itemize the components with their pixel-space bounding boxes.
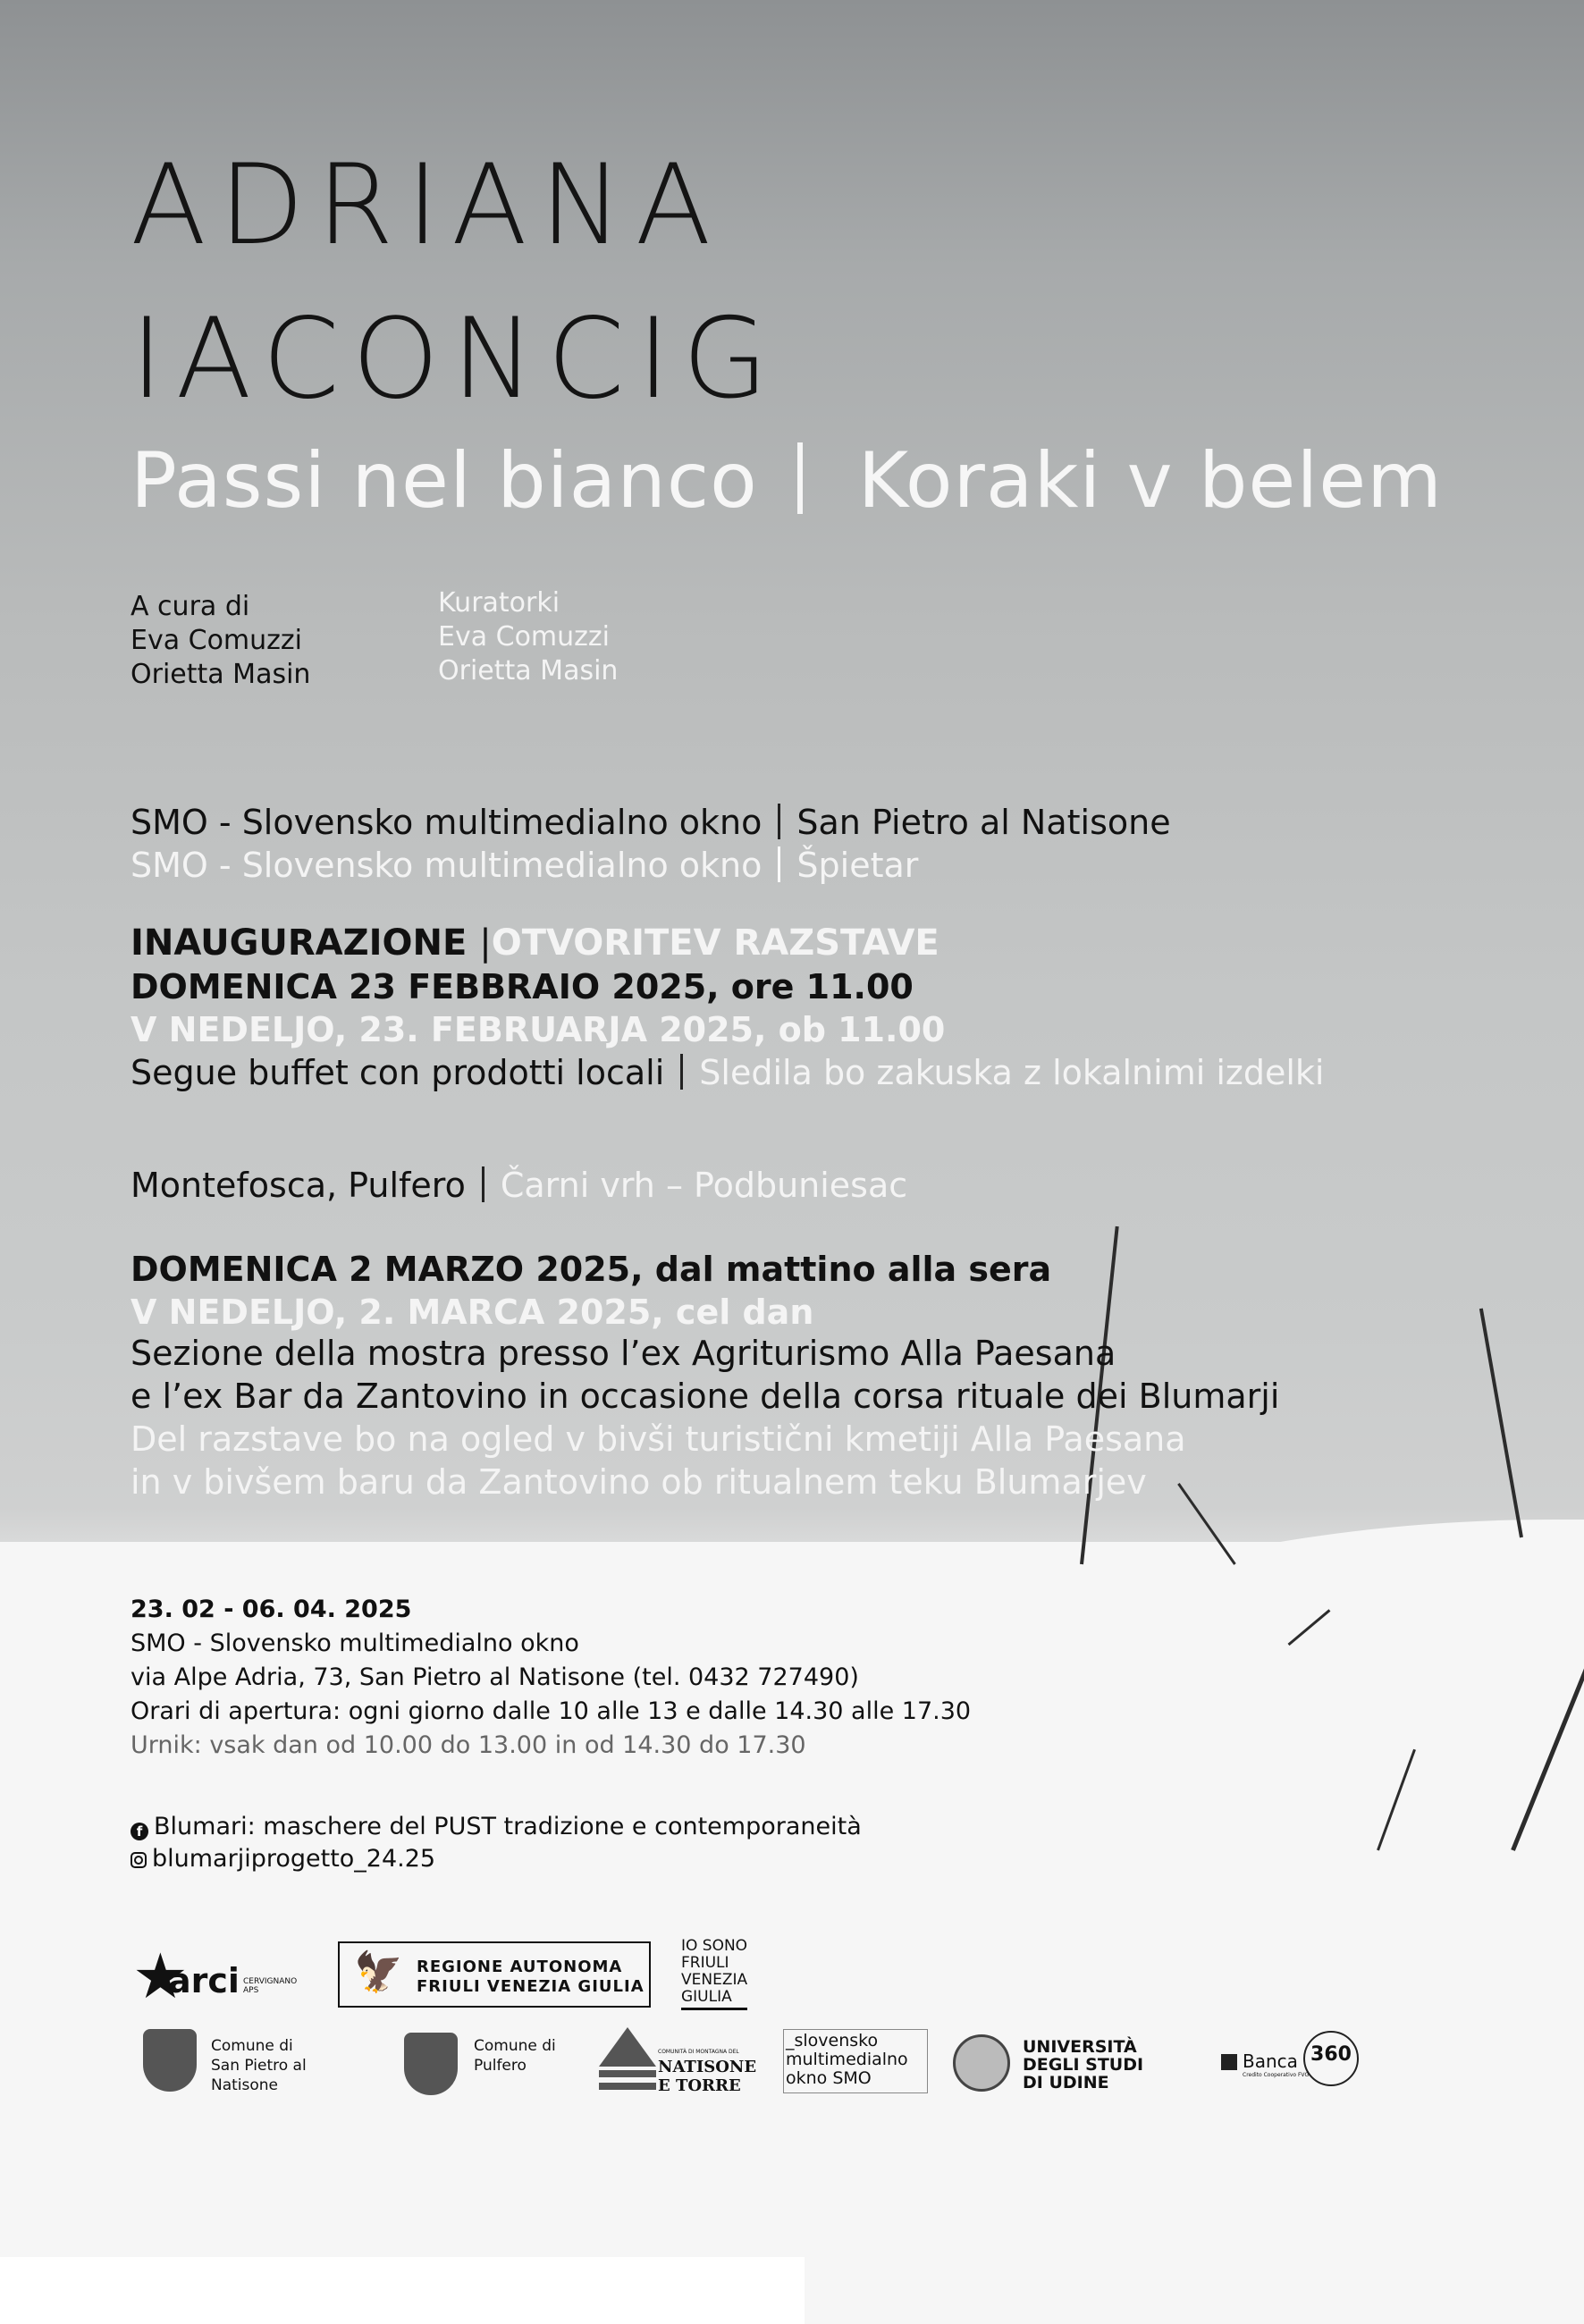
- curators-it: [131, 590, 310, 692]
- venue-separator: [778, 804, 780, 839]
- arci-logo: [132, 1940, 311, 2017]
- star-icon: ★: [132, 1940, 189, 2013]
- artist-first-name: ADRIANA: [131, 141, 724, 270]
- desc-line: e l’ex Bar da Zantovino in occasione della corsa rituale dei Blumarji: [131, 1377, 1280, 1416]
- opening-label-it: INAUGURAZIONE: [131, 922, 468, 964]
- curator-name: Eva Comuzzi: [438, 621, 610, 653]
- curators-heading-it: A cura di: [131, 591, 250, 622]
- university-seal-icon: [953, 2034, 1010, 2092]
- exhibition-place: SMO - Slovensko multimedialno okno: [131, 1629, 579, 1657]
- wave-icon: [599, 2083, 656, 2090]
- exhibition-dates: 23. 02 - 06. 04. 2025: [131, 1596, 412, 1623]
- subtitle-it: Passi nel bianco: [131, 436, 758, 526]
- desc-line: Sezione della mostra presso l’ex Agriturismo Alla Paesana: [131, 1334, 1116, 1373]
- second-venue-it: Montefosca, Pulfero: [131, 1166, 466, 1205]
- second-desc-sl: [131, 1418, 1186, 1503]
- facebook-icon: f: [131, 1823, 148, 1840]
- desc-line: Del razstave bo na ogled v bivši turistični kmetiji Alla Paesana: [131, 1419, 1186, 1459]
- second-venue: [131, 1164, 907, 1207]
- venue-separator: [778, 846, 780, 882]
- arci-sub: CERVIGNANO APS: [243, 1977, 298, 1995]
- opening-hours-sl: Urnik: vsak dan od 10.00 do 13.00 in od 14.30 do 17.30: [131, 1731, 806, 1759]
- opening-date-sl: V NEDELJO, 23. FEBRUARJA 2025, ob 11.00: [131, 1010, 946, 1049]
- opening-label-sl: OTVORITEV RAZSTAVE: [491, 922, 939, 964]
- curators-sl: [438, 586, 618, 688]
- venue-place-sl: SMO - Slovensko multimedialno okno: [131, 846, 763, 885]
- venue-it: [131, 801, 1171, 844]
- instagram-icon: [131, 1852, 147, 1868]
- arci-name: arci: [168, 1961, 240, 2000]
- subtitle-separator: [797, 442, 803, 514]
- desc-line: in v bivšem baru da Zantovino ob ritualnem teku Blumarjev: [131, 1462, 1147, 1502]
- smo-logo: _slovensko multimedialno okno SMO: [783, 2029, 928, 2093]
- artist-last-name: IACONCIG: [131, 295, 781, 424]
- exhibition-subtitle: [131, 436, 1443, 526]
- note-separator: [680, 1054, 683, 1090]
- regione-logo: [338, 1941, 651, 2008]
- second-date-it: DOMENICA 2 MARZO 2025, dal mattino alla sera: [131, 1250, 1052, 1289]
- mountain-icon: [599, 2027, 656, 2067]
- social-links: [131, 1811, 862, 1875]
- udine-logo: UNIVERSITÀ DEGLI STUDI DI UDINE: [953, 2031, 1167, 2093]
- natisone-torre-logo: COMUNITÀ DI MONTAGNA DEL NATISONE E TORRE: [597, 2027, 758, 2104]
- venue-place-it: SMO - Slovensko multimedialno okno: [131, 803, 763, 842]
- venue-city-sl: Špietar: [796, 846, 919, 885]
- exhibition-address: via Alpe Adria, 73, San Pietro al Natisone (tel. 0432 727490): [131, 1663, 859, 1691]
- square-icon: [1221, 2054, 1237, 2070]
- curator-name: Eva Comuzzi: [131, 625, 302, 656]
- wave-icon: [599, 2070, 656, 2077]
- instagram-link[interactable]: blumarjiprogetto_24.25: [131, 1843, 862, 1875]
- comune-spn-logo: Comune di San Pietro al Natisone: [143, 2025, 375, 2106]
- regione-line2: FRIULI VENEZIA GIULIA: [417, 1977, 645, 1996]
- curator-name: Orietta Masin: [438, 655, 619, 686]
- subtitle-sl: Koraki v belem: [857, 436, 1443, 526]
- banca-360-logo: Banca 360 Credito Cooperativo FVG: [1221, 2031, 1364, 2090]
- io-sono-fvg-logo: IO SONO FRIULI VENEZIA GIULIA: [681, 1938, 747, 2010]
- curators-heading-sl: Kuratorki: [438, 587, 560, 619]
- opening-labels: INAUGURAZIONE |OTVORITEV RAZSTAVE: [131, 922, 939, 964]
- opening-note-sl: Sledila bo zakuska z lokalnimi izdelki: [699, 1053, 1325, 1092]
- exhibition-info: [131, 1593, 971, 1763]
- opening-note: [131, 1051, 1324, 1094]
- regione-line1: REGIONE AUTONOMA: [417, 1958, 623, 1976]
- second-date-sl: V NEDELJO, 2. MARCA 2025, cel dan: [131, 1293, 814, 1332]
- opening-note-it: Segue buffet con prodotti locali: [131, 1053, 665, 1092]
- crest-icon: [404, 2033, 458, 2095]
- eagle-icon: 🦅: [354, 1949, 403, 1995]
- opening-date-it: DOMENICA 23 FEBBRAIO 2025, ore 11.00: [131, 967, 914, 1006]
- venue-city-it: San Pietro al Natisone: [796, 803, 1171, 842]
- second-venue-sl: Čarni vrh – Podbuniesac: [500, 1166, 908, 1205]
- second-venue-separator: [482, 1166, 484, 1202]
- second-desc-it: [131, 1332, 1279, 1418]
- curator-name: Orietta Masin: [131, 659, 311, 690]
- venue-sl: [131, 844, 918, 887]
- facebook-link[interactable]: f Blumari: maschere del PUST tradizione e contemporaneità: [131, 1811, 862, 1843]
- comune-pulfero-logo: Comune di Pulfero: [404, 2025, 583, 2106]
- opening-hours-it: Orari di apertura: ogni giorno dalle 10 alle 13 e dalle 14.30 alle 17.30: [131, 1697, 972, 1725]
- crest-icon: [143, 2029, 197, 2092]
